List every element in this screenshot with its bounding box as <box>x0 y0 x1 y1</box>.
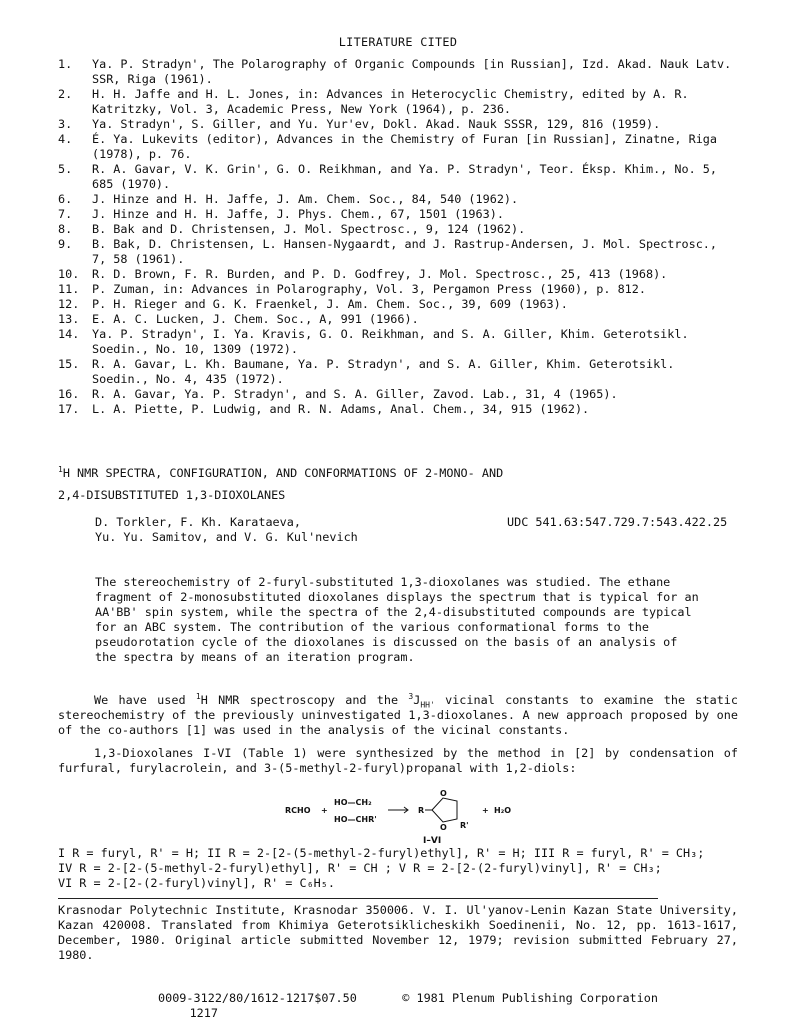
reference-text: Ya. Stradyn', S. Giller, and Yu. Yur'ev, Dokl. Akad. Nauk SSSR, 129, 816 (1959). <box>92 117 661 131</box>
reference-item <box>58 282 738 297</box>
article-title-line-1: $^1$H NMR SPECTRA, CONFIGURATION, AND CONFORMATIONS OF 2-MONO- AND <box>58 465 504 480</box>
ring-r-prime: R' <box>460 821 469 830</box>
reactant-aldehyde: RCHO <box>285 806 311 815</box>
reference-item <box>58 357 738 387</box>
reaction-scheme <box>250 786 570 836</box>
reference-number: 13. <box>58 312 80 326</box>
article-title-line-2: 2,4-DISUBSTITUTED 1,3-DIOXOLANES <box>58 488 286 502</box>
reference-number: 7. <box>58 207 73 221</box>
water: H₂O <box>494 806 511 815</box>
reference-number: 12. <box>58 297 80 311</box>
reference-item <box>58 297 738 312</box>
literature-cited-heading: LITERATURE CITED <box>338 35 458 49</box>
page-number: 1217 <box>189 1006 218 1020</box>
substituents-line-2: IV R = 2-[2-(5-methyl-2-furyl)ethyl], R' = CH ; V R = 2-[2-(2-furyl)vinyl], R' = CH₃; <box>58 861 662 875</box>
substituents-line-1: I R = furyl, R' = H; II R = 2-[2-(5-methyl-2-furyl)ethyl], R' = H; III R = furyl, R' = CH₃; <box>58 846 705 860</box>
reference-text: J. Hinze and H. H. Jaffe, J. Phys. Chem., 67, 1501 (1963). <box>92 207 504 221</box>
reference-item <box>58 132 738 162</box>
reference-text: R. A. Gavar, L. Kh. Baumane, Ya. P. Stradyn', and S. A. Giller, Khim. Geterotsikl. Soedin., No. 4, 435 (1972). <box>92 357 675 386</box>
reference-item <box>58 237 738 267</box>
reference-text: J. Hinze and H. H. Jaffe, J. Am. Chem. Soc., 84, 540 (1962). <box>92 192 519 206</box>
article-code: 0009-3122/80/1612-1217$07.50 <box>158 991 357 1005</box>
diol-bottom: HO—CHR' <box>334 815 377 824</box>
footnote-divider <box>58 898 658 899</box>
title-superscript: 1 <box>58 465 63 475</box>
reference-number: 15. <box>58 357 80 371</box>
reference-text: É. Ya. Lukevits (editor), Advances in the Chemistry of Furan [in Russian], Zinatne, Riga (1978), p. 76. <box>92 132 718 161</box>
reference-number: 5. <box>58 162 73 176</box>
reference-item <box>58 312 738 327</box>
page-footer <box>158 991 758 1021</box>
reference-item <box>58 87 738 117</box>
paragraph-2: 1,3-Dioxolanes I-VI (Table 1) were synthesized by the method in [2] by condensation of furfural, furylacrolein, and 3-(5-methyl-2-furyl)propanal with 1,2-diols: <box>58 746 738 775</box>
dioxolane-ring <box>432 798 457 822</box>
reference-item <box>58 402 738 417</box>
reference-number: 10. <box>58 267 80 281</box>
reference-text: R. A. Gavar, Ya. P. Stradyn', and S. A. Giller, Zavod. Lab., 31, 4 (1965). <box>92 387 618 401</box>
reference-item <box>58 192 738 207</box>
udc-code: UDC 541.63:547.729.7:543.422.25 <box>507 515 728 529</box>
authors-line-2: Yu. Yu. Samitov, and V. G. Kul'nevich <box>95 530 358 544</box>
reference-text: R. A. Gavar, V. K. Grin', G. O. Reikhman, and Ya. P. Stradyn', Teor. Éksp. Khim., No. 5, 685 (1970). <box>92 162 718 191</box>
reference-number: 14. <box>58 327 80 341</box>
substituents-line-3: VI R = 2-[2-(2-furyl)vinyl], R' = C₆H₅. <box>58 876 335 890</box>
reference-list <box>58 57 738 417</box>
substituent-definitions <box>58 846 748 891</box>
reference-number: 16. <box>58 387 80 401</box>
reference-text: Ya. P. Stradyn', I. Ya. Kravis, G. O. Reikhman, and S. A. Giller, Khim. Geterotsikl. Soedin., No. 10, 1309 (1972). <box>92 327 689 356</box>
authors-line-1: D. Torkler, F. Kh. Karataeva, <box>95 515 301 529</box>
reference-number: 8. <box>58 222 73 236</box>
reference-item <box>58 267 738 282</box>
reference-item <box>58 387 738 402</box>
reference-text: Ya. P. Stradyn', The Polarography of Organic Compounds [in Russian], Izd. Akad. Nauk Latv. SSR, Riga (1961). <box>92 57 732 86</box>
reference-item <box>58 162 738 192</box>
compound-range-label: I–VI <box>423 836 442 846</box>
reference-text: L. A. Piette, P. Ludwig, and R. N. Adams, Anal. Chem., 34, 915 (1962). <box>92 402 590 416</box>
reference-text: P. Zuman, in: Advances in Polarography, Vol. 3, Pergamon Press (1960), p. 812. <box>92 282 646 296</box>
reference-number: 9. <box>58 237 73 251</box>
diol-top: HO—CH₂ <box>334 798 372 807</box>
reference-item <box>58 222 738 237</box>
reference-item <box>58 57 738 87</box>
product-r: R <box>418 806 425 815</box>
reference-number: 4. <box>58 132 73 146</box>
paragraph-1: We have used $^1$H NMR spectroscopy and the $^3J_{HH'}$ vicinal constants to examine the static stereochemistry of the previously uninvestigated 1,3-dioxolanes. A new approach proposed by one of the co-authors [1] was used in the analysis of the vicinal constants. <box>58 692 738 737</box>
reference-number: 17. <box>58 402 80 416</box>
author-list <box>95 515 415 545</box>
copyright-notice: © 1981 Plenum Publishing Corporation <box>402 991 658 1005</box>
reference-text: H. H. Jaffe and H. L. Jones, in: Advances in Heterocyclic Chemistry, edited by A. R. Katritzky, Vol. 3, Academic Press, New York (1964), p. 236. <box>92 87 689 116</box>
reference-text: B. Bak, D. Christensen, L. Hansen-Nygaardt, and J. Rastrup-Andersen, J. Mol. Spectrosc., 7, 58 (1961). <box>92 237 718 266</box>
reference-text: R. D. Brown, F. R. Burden, and P. D. Godfrey, J. Mol. Spectrosc., 25, 413 (1968). <box>92 267 668 281</box>
reference-text: E. A. C. Lucken, J. Chem. Soc., A, 991 (1966). <box>92 312 419 326</box>
reference-number: 3. <box>58 117 73 131</box>
reference-item <box>58 117 738 132</box>
ring-oxygen-bottom: O <box>440 823 447 832</box>
reference-number: 1. <box>58 57 73 71</box>
article-title <box>58 462 738 506</box>
reference-text: B. Bak and D. Christensen, J. Mol. Spectrosc., 9, 124 (1962). <box>92 222 526 236</box>
plus-sign: + <box>321 806 328 815</box>
reference-item <box>58 207 738 222</box>
abstract: The stereochemistry of 2-furyl-substituted 1,3-dioxolanes was studied. The ethane fragment of 2-monosubstituted dioxolanes displays the spectrum that is typical for an AA'BB' spin system, while the spectra of the 2,4-disubstituted compounds are typical for an ABC system. The contribution of the various conformational forms to the pseudorotation cycle of the dioxolanes is discussed on the basis of an analysis of the spectra by means of an iteration program. <box>95 575 699 664</box>
reference-text: P. H. Rieger and G. K. Fraenkel, J. Am. Chem. Soc., 39, 609 (1963). <box>92 297 568 311</box>
reference-number: 11. <box>58 282 80 296</box>
ring-oxygen-top: O <box>440 789 447 798</box>
affiliation-footnote: Krasnodar Polytechnic Institute, Krasnodar 350006. V. I. Ul'yanov-Lenin Kazan State University, Kazan 420008. Translated from Khimiya Geterotsiklicheskikh Soedinenii, No. 12, pp. 1613-1617, December, 1980. Original article submitted November 12, 1979; revision submitted February 27, 1980. <box>58 903 738 962</box>
plus-sign-2: + <box>482 806 489 815</box>
reference-item <box>58 327 738 357</box>
reference-number: 6. <box>58 192 73 206</box>
reference-number: 2. <box>58 87 73 101</box>
